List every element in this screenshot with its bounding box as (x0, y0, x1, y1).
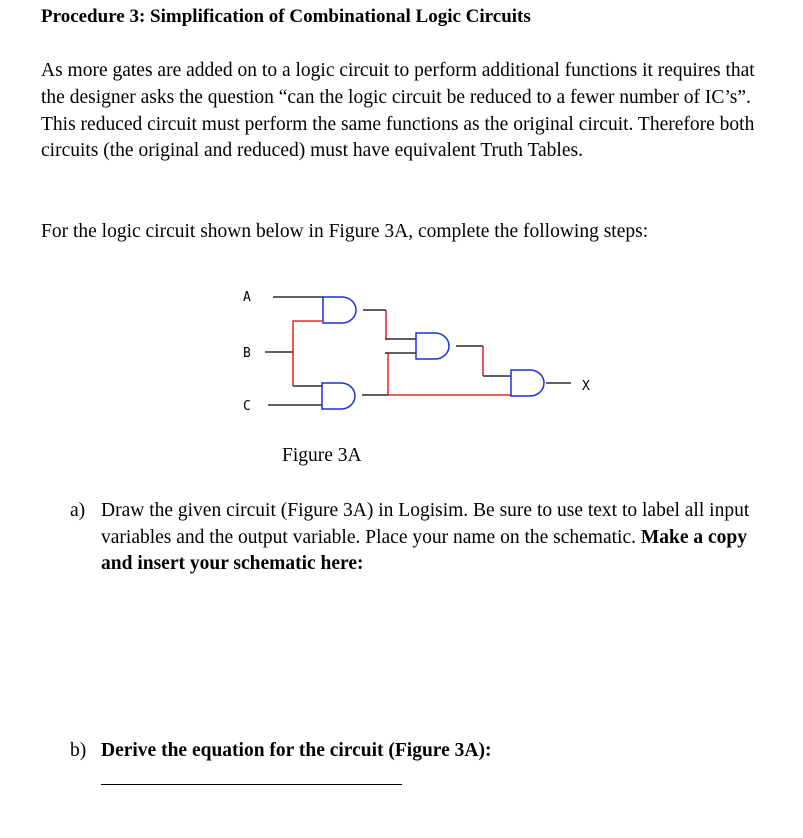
question-a-text: Draw the given circuit (Figure 3A) in Logisim. Be sure to use text to label all input variables and the output variable. Place your name on the schematic. (101, 500, 750, 548)
question-b-body (101, 738, 541, 793)
steps-intro-paragraph: For the logic circuit shown below in Figure 3A, complete the following steps: (41, 221, 649, 242)
wire-b-branch (293, 321, 322, 386)
answer-blank[interactable] (101, 765, 402, 785)
question-b-label: b) (70, 740, 87, 761)
and-gate-1 (323, 297, 356, 323)
input-label-c: C (243, 399, 251, 414)
input-label-b: B (243, 346, 251, 361)
intro-paragraph: As more gates are added on to a logic circuit to perform additional functions it requires that the designer asks the question “can the logic circuit be reduced to a fewer number of IC’s”. This reduced circuit must perform the same functions as the original circuit. Therefore both circuits (the original and reduced) must have equivalent Truth Tables. (41, 60, 755, 162)
question-a-body (101, 498, 761, 578)
and-gate-3 (322, 383, 355, 409)
figure-caption: Figure 3A (282, 445, 362, 466)
question-a-instruction: Make a copy and insert your schematic here: (101, 526, 748, 574)
and-gate-4 (511, 370, 544, 396)
procedure-heading: Procedure 3: Simplification of Combinational Logic Circuits (41, 6, 531, 27)
output-label-x: X (582, 379, 590, 394)
question-a-label: a) (70, 500, 86, 521)
question-b-text: Derive the equation for the circuit (Figure 3A): (101, 740, 492, 761)
and-gate-2 (416, 333, 449, 359)
input-label-a: A (243, 290, 251, 305)
